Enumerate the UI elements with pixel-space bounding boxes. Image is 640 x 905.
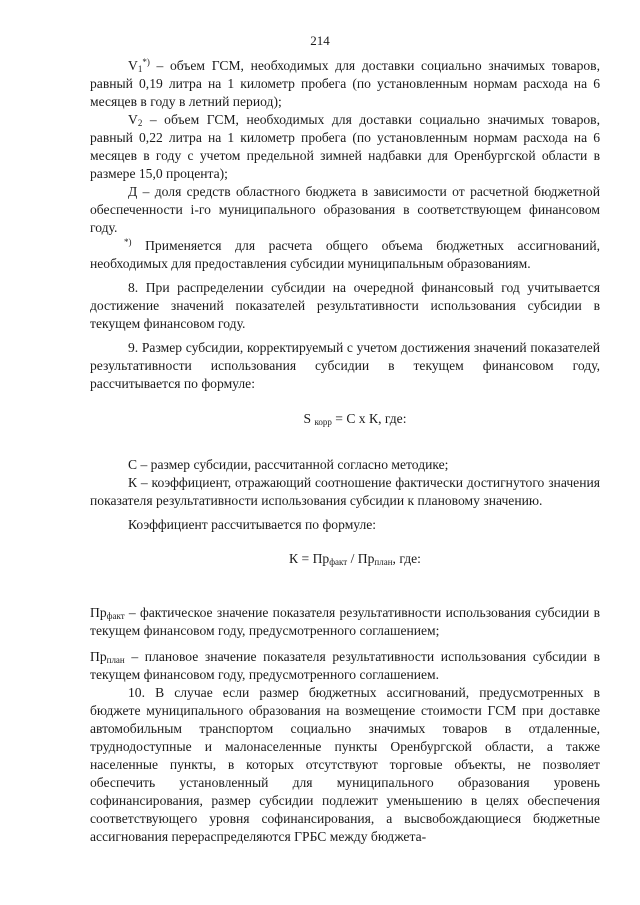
formula-subscript: факт bbox=[329, 557, 348, 567]
formula-part: К = Пр bbox=[289, 551, 330, 566]
symbol-pr: Пр bbox=[90, 649, 107, 664]
footnote-text: Применяется для расчета общего объема бюджетных ассигнований, необходимых для предоставления субсидии муниципальным образованиям. bbox=[90, 238, 600, 271]
formula-subscript: план bbox=[374, 557, 393, 567]
definition-text: – объем ГСМ, необходимых для доставки социально значимых товаров, равный 0,22 литра на 1 километр пробега (по установленным нормам расхода на 6 месяцев в году с учетом предельной зимней надбавки для Оренбургской области в размере 15,0 процента); bbox=[90, 112, 600, 181]
definition-text: – фактическое значение показателя результативности использования субсидии в текущем финансовом году, предусмотренного соглашением; bbox=[90, 605, 600, 638]
definition-pr-plan bbox=[90, 648, 600, 684]
footnote-mark: *) bbox=[142, 57, 150, 67]
definition-v1 bbox=[90, 57, 600, 111]
symbol-v: V bbox=[128, 112, 138, 127]
formula-k bbox=[90, 550, 600, 568]
footnote-mark: *) bbox=[124, 237, 132, 247]
definition-text: – объем ГСМ, необходимых для доставки социально значимых товаров, равный 0,19 литра на 1 километр пробега (по установленным нормам расхода на 6 месяцев в году в летний период); bbox=[90, 58, 600, 109]
subscript: 2 bbox=[137, 118, 143, 128]
formula-s-korr bbox=[90, 410, 600, 428]
footnote bbox=[90, 237, 600, 273]
paragraph-9: 9. Размер субсидии, корректируемый с учетом достижения значений показателей результативности использования субсидии в текущем финансовом году, рассчитывается по формуле: bbox=[90, 340, 600, 391]
definition-d: Д – доля средств областного бюджета в зависимости от расчетной бюджетной обеспеченности i-го муниципального образования в соответствующем финансовом году. bbox=[90, 184, 600, 235]
formula-rhs: = С х К, где: bbox=[331, 411, 407, 426]
symbol-pr: Пр bbox=[90, 605, 107, 620]
definition-text: – плановое значение показателя результативности использования субсидии в текущем финансовом году, предусмотренного соглашением. bbox=[90, 649, 600, 682]
formula-part: , где: bbox=[392, 551, 421, 566]
formula-subscript: корр bbox=[314, 417, 332, 427]
document-body bbox=[90, 57, 600, 846]
paragraph-8: 8. При распределении субсидии на очередной финансовый год учитывается достижение значений показателей результативности использования субсидии в текущем финансовом году. bbox=[90, 280, 600, 331]
definition-k: К – коэффициент, отражающий соотношение фактически достигнутого значения показателя результативности использования субсидии к плановому значению. bbox=[90, 475, 600, 508]
symbol-v: V bbox=[128, 58, 138, 73]
subscript: 1 bbox=[137, 64, 143, 74]
definition-c: С – размер субсидии, рассчитанной согласно методике; bbox=[128, 457, 449, 472]
coefficient-intro: Коэффициент рассчитывается по формуле: bbox=[128, 517, 377, 532]
subscript: план bbox=[106, 655, 125, 665]
paragraph-10: 10. В случае если размер бюджетных ассигнований, предусмотренных в бюджете муниципального образования на возмещение стоимости ГСМ при доставке автомобильным транспортом социально значимых товаров в отдаленные, труднодоступные и малонаселенные пункты Оренбургской области, а также населенные пункты, в которых отсутствуют торговые объекты, не позволяет обеспечить установленный для муниципального образования уровень софинансирования, размер субсидии подлежит уменьшению в целях обеспечения соответствующего уровня софинансирования, а высвобождающиеся бюджетные ассигнования перераспределяются ГРБС между бюджета- bbox=[90, 685, 600, 844]
page-number: 214 bbox=[310, 33, 330, 48]
definition-v2 bbox=[90, 111, 600, 183]
formula-lhs: S bbox=[303, 411, 312, 426]
subscript: факт bbox=[106, 611, 125, 621]
formula-part: / Пр bbox=[347, 551, 375, 566]
definition-pr-fact bbox=[90, 604, 600, 640]
